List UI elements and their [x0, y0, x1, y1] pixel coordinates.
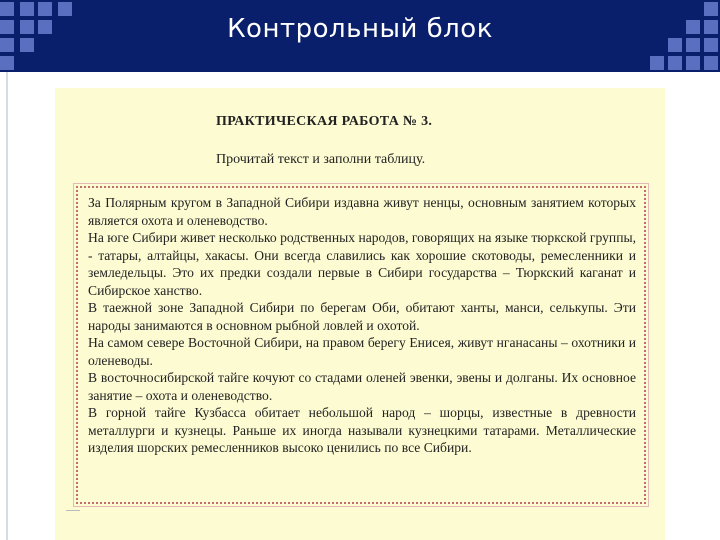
practical-work-title: ПРАКТИЧЕСКАЯ РАБОТА № 3. [216, 114, 433, 129]
reading-text-box [76, 186, 646, 504]
slide-title: Контрольный блок [227, 14, 493, 44]
instruction-text: Прочитай текст и заполни таблицу. [216, 152, 426, 167]
paragraph: В таежной зоне Западной Сибири по берегам Оби, обитают ханты, манси, селькупы. Эти народы занимаются в основном рыбной ловлей и охотой. [88, 300, 636, 333]
paragraph: За Полярным кругом в Западной Сибири издавна живут ненцы, основным занятием которых является охота и оленеводство. [88, 195, 636, 228]
paragraph: В горной тайге Кузбасса обитает небольшой народ – шорцы, известные в древности металлурги и кузнецы. Раньше их иногда называли кузнецкими татарами. Металлические изделия шорских ремесленников высоко ценились по все Сибири. [88, 405, 636, 455]
decor-square [668, 56, 682, 70]
paragraph: На юге Сибири живет несколько родственных народов, говорящих на языке тюркской группы, - татары, алтайцы, хакасы. Они всегда славились как хорошие скотоводы, ремесленники и земледельцы. Это их предки создали первые в Сибири государства – Тюркский каганат и Сибирское ханство. [88, 230, 636, 298]
paragraph: На самом севере Восточной Сибири, на правом берегу Енисея, живут нганасаны – охотники и оленеводы. [88, 335, 636, 368]
slide-header [0, 0, 720, 72]
decor-square [686, 56, 700, 70]
paragraph: В восточносибирской тайге кочуют со стадами оленей эвенки, эвены и долганы. Их основное занятие – охота и оленеводство. [88, 370, 636, 403]
decor-square [0, 56, 14, 70]
decor-square [704, 56, 718, 70]
footer-mark [66, 510, 80, 511]
left-divider [6, 72, 8, 540]
decor-square [650, 56, 664, 70]
